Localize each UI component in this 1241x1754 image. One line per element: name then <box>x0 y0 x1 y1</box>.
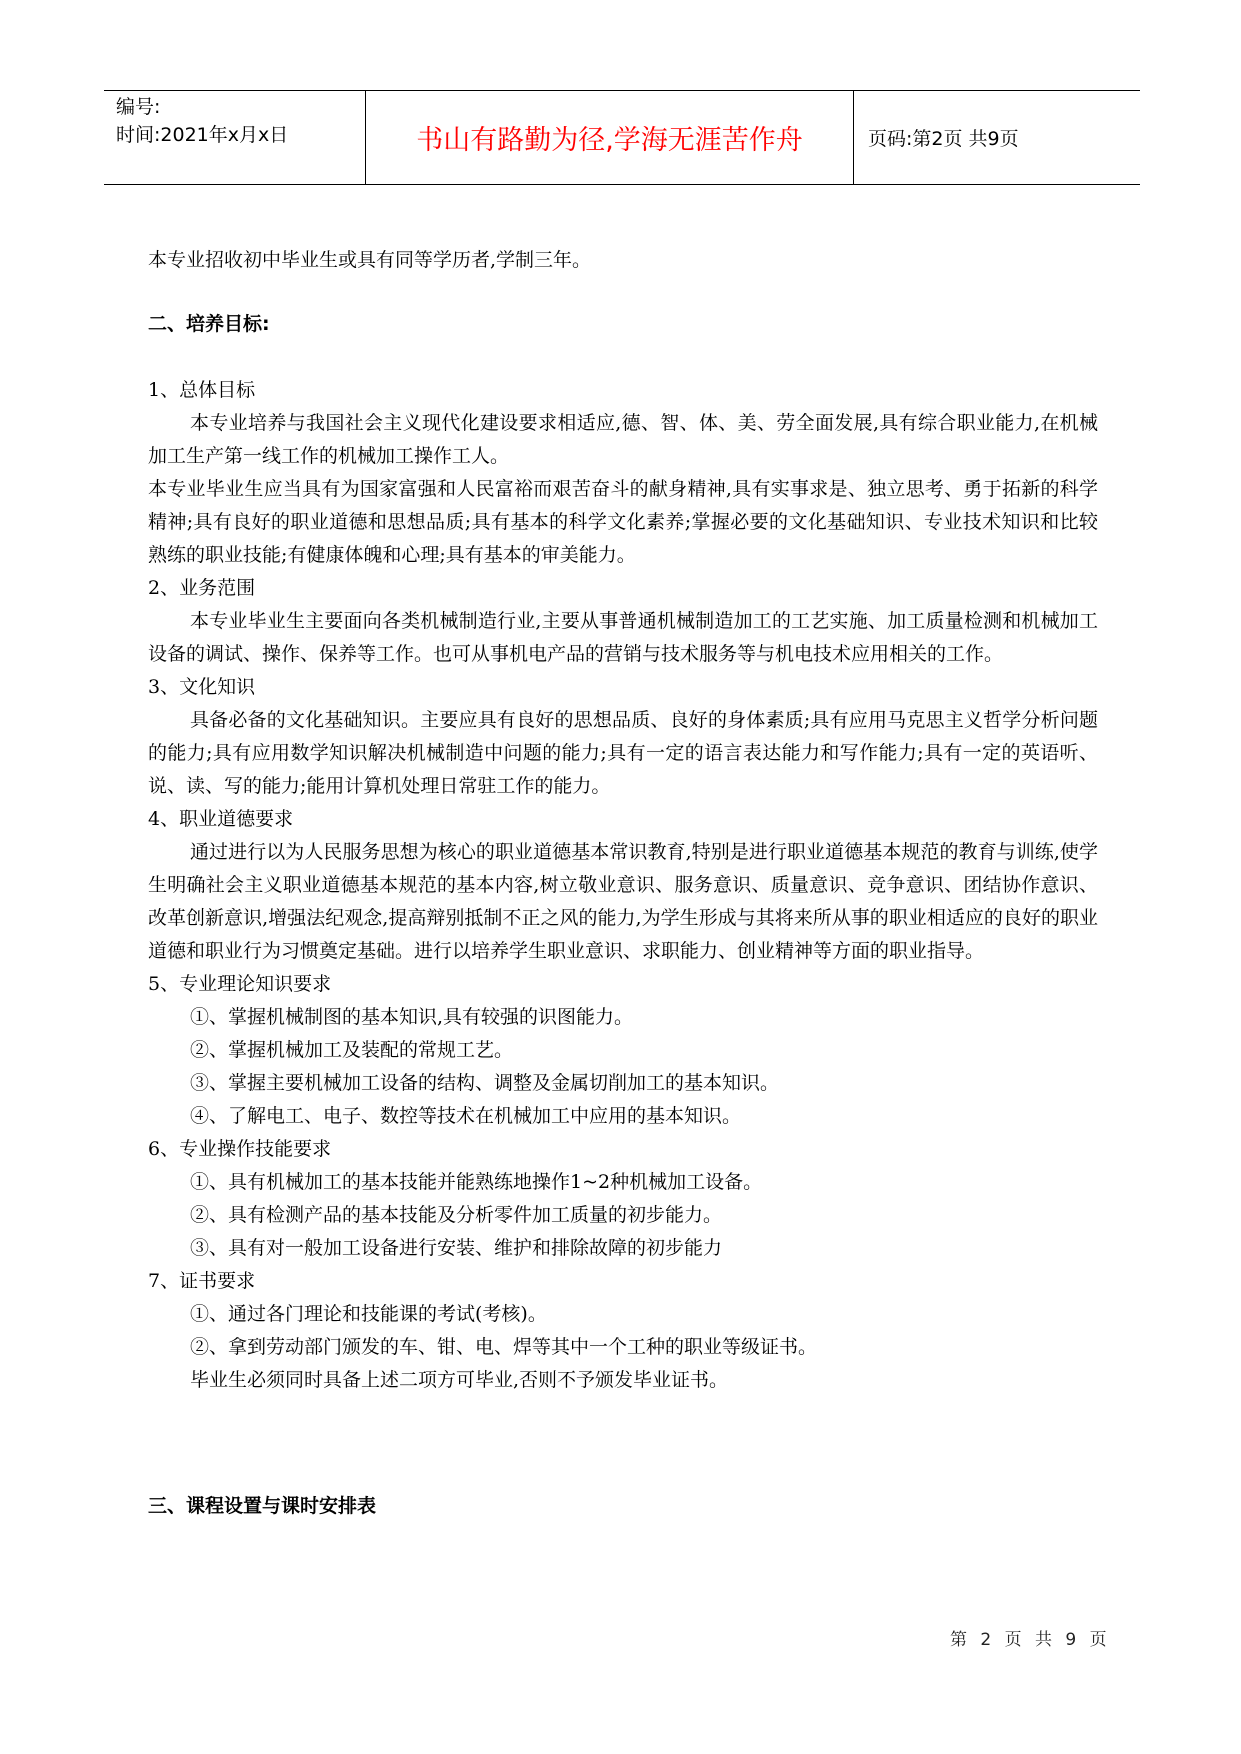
business-scope-paragraph: 本专业毕业生主要面向各类机械制造行业,主要从事普通机械制造加工的工艺实施、加工质量检测和机械加工设备的调试、操作、保养等工作。也可从事机电产品的营销与技术服务等与机电技术应用相关的工作。 <box>148 610 1098 665</box>
section-heading-training-goals: 二、培养目标: <box>148 313 270 335</box>
list-item: ②、掌握机械加工及装配的常规工艺。 <box>190 1039 514 1061</box>
list-item: ④、了解电工、电子、数控等技术在机械加工中应用的基本知识。 <box>190 1105 742 1127</box>
page-header <box>104 90 1140 185</box>
list-item: ③、具有对一般加工设备进行安装、维护和排除故障的初步能力 <box>190 1237 723 1259</box>
list-item: 毕业生必须同时具备上述二项方可毕业,否则不予颁发毕业证书。 <box>190 1369 729 1391</box>
list-item: ①、通过各门理论和技能课的考试(考核)。 <box>190 1303 547 1325</box>
professional-ethics-paragraph: 通过进行以为人民服务思想为核心的职业道德基本常识教育,特别是进行职业道德基本规范的教育与训练,使学生明确社会主义职业道德基本规范的基本内容,树立敬业意识、服务意识、质量意识、竞争意识、团结协作意识、改革创新意识,增强法纪观念,提高辩别抵制不正之风的能力,为学生形成与其将来所从事的职业相适应的良好的职业道德和职业行为习惯奠定基础。进行以培养学生职业意识、求职能力、创业精神等方面的职业指导。 <box>148 841 1098 962</box>
document-number-label: 编号: <box>116 96 161 118</box>
intro-paragraph: 本专业招收初中毕业生或具有同等学历者,学制三年。 <box>148 249 592 271</box>
subsection-title-theory-knowledge: 5、专业理论知识要求 <box>148 973 332 995</box>
subsection-title-overall-goal: 1、总体目标 <box>148 379 256 401</box>
subsection-title-certificate: 7、证书要求 <box>148 1270 256 1292</box>
subsection-title-professional-ethics: 4、职业道德要求 <box>148 808 294 830</box>
header-motto: 书山有路勤为径,学海无涯苦作舟 <box>366 91 854 184</box>
header-page-info: 页码:第2页 共9页 <box>868 128 1019 150</box>
subsection-title-business-scope: 2、业务范围 <box>148 577 256 599</box>
subsection-title-operation-skills: 6、专业操作技能要求 <box>148 1138 332 1160</box>
list-item: ①、掌握机械制图的基本知识,具有较强的识图能力。 <box>190 1006 634 1028</box>
section-heading-course-schedule: 三、课程设置与课时安排表 <box>148 1495 377 1517</box>
page-footer: 第 2 页 共 9 页 <box>950 1630 1111 1650</box>
list-item: ②、拿到劳动部门颁发的车、钳、电、焊等其中一个工种的职业等级证书。 <box>190 1336 818 1358</box>
list-item: ②、具有检测产品的基本技能及分析零件加工质量的初步能力。 <box>190 1204 723 1226</box>
document-body <box>148 244 1098 1523</box>
graduate-quality-paragraph: 本专业毕业生应当具有为国家富强和人民富裕而艰苦奋斗的献身精神,具有实事求是、独立思考、勇于拓新的科学精神;具有良好的职业道德和思想品质;具有基本的科学文化素养;掌握必要的文化基础知识、专业技术知识和比较熟练的职业技能;有健康体魄和心理;具有基本的审美能力。 <box>148 478 1098 566</box>
list-item: ①、具有机械加工的基本技能并能熟练地操作1~2种机械加工设备。 <box>190 1171 763 1193</box>
overall-goal-paragraph: 本专业培养与我国社会主义现代化建设要求相适应,德、智、体、美、劳全面发展,具有综合职业能力,在机械加工生产第一线工作的机械加工操作工人。 <box>148 412 1098 467</box>
list-item: ③、掌握主要机械加工设备的结构、调整及金属切削加工的基本知识。 <box>190 1072 780 1094</box>
cultural-knowledge-paragraph: 具备必备的文化基础知识。主要应具有良好的思想品质、良好的身体素质;具有应用马克思主义哲学分析问题的能力;具有应用数学知识解决机械制造中问题的能力;具有一定的语言表达能力和写作能力;具有一定的英语听、说、读、写的能力;能用计算机处理日常驻工作的能力。 <box>148 709 1098 797</box>
subsection-title-cultural-knowledge: 3、文化知识 <box>148 676 256 698</box>
header-left-cell <box>104 91 366 184</box>
document-time-label: 时间:2021年x月x日 <box>116 124 289 146</box>
